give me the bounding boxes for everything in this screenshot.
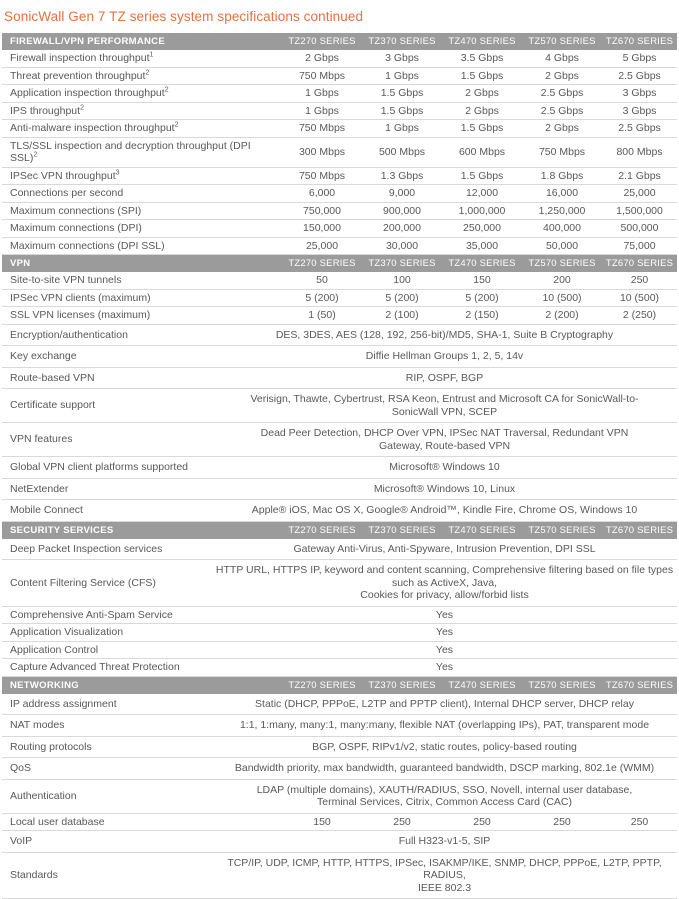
table-row: [2, 68, 677, 86]
table-row: [2, 389, 677, 423]
row-label-text: TLS/SSL inspection and decryption throughput (DPI SSL): [10, 140, 251, 165]
row-span-value: DES, 3DES, AES (128, 192, 256-bit)/MD5, SHA-1, Suite B Cryptography: [212, 325, 677, 346]
row-label-text: QoS: [10, 762, 31, 774]
column-header: TZ470 SERIES: [442, 680, 522, 691]
row-label: [2, 50, 282, 67]
row-span-value: Gateway Anti-Virus, Anti-Spyware, Intrusion Prevention, DPI SSL: [212, 539, 677, 560]
row-label: [2, 185, 282, 202]
row-label-text: Key exchange: [10, 350, 77, 362]
footnote-marker: 2: [80, 104, 84, 111]
table-row: [2, 659, 677, 677]
row-value: 2 (200): [522, 309, 602, 322]
table-row: [2, 238, 677, 256]
row-label: [2, 168, 282, 185]
row-label-text: Capture Advanced Threat Protection: [10, 661, 180, 673]
row-label-text: IPSec VPN throughput: [10, 170, 116, 182]
row-value: 300 Mbps: [282, 146, 362, 159]
section-title: NETWORKING: [2, 680, 282, 691]
row-label: [2, 624, 212, 641]
row-value: 2.1 Gbps: [602, 170, 677, 183]
row-label-text: Firewall inspection throughput: [10, 52, 150, 64]
row-value: 2 Gbps: [522, 70, 602, 83]
row-label-text: Mobile Connect: [10, 504, 83, 516]
table-row: [2, 539, 677, 561]
row-label-text: Local user database: [10, 816, 105, 828]
table-row: [2, 560, 677, 607]
row-label-text: Routing protocols: [10, 741, 92, 753]
row-value: 150: [442, 274, 522, 287]
column-header: TZ370 SERIES: [362, 680, 442, 691]
table-row: [2, 50, 677, 68]
column-header: TZ270 SERIES: [282, 680, 362, 691]
section-title: SECURITY SERVICES: [2, 525, 282, 536]
row-span-value: 1:1, 1:many, many:1, many:many, flexible NAT (overlapping IPs), PAT, transparent mode: [212, 715, 677, 736]
row-label: [2, 85, 282, 102]
table-row: [2, 758, 677, 780]
row-span-value: Dead Peer Detection, DHCP Over VPN, IPSec NAT Traversal, Redundant VPN Gateway, Route-based VPN: [212, 423, 677, 456]
row-value: 800 Mbps: [602, 146, 677, 159]
footnote-marker: 2: [33, 152, 37, 159]
table-row: [2, 831, 677, 853]
row-label: [2, 760, 212, 777]
row-value: 500 Mbps: [362, 146, 442, 159]
row-value: 2.5 Gbps: [522, 87, 602, 100]
column-header: TZ370 SERIES: [362, 36, 442, 47]
table-row: [2, 120, 677, 138]
row-value: 25,000: [602, 187, 677, 200]
row-label: [2, 203, 282, 220]
table-row: [2, 737, 677, 759]
row-span-value: Static (DHCP, PPPoE, L2TP and PPTP client), Internal DHCP server, DHCP relay: [212, 694, 677, 715]
row-label: [2, 717, 212, 734]
row-label-text: Comprehensive Anti-Spam Service: [10, 609, 173, 621]
row-value: 3.5 Gbps: [442, 52, 522, 65]
row-span-value: Yes: [212, 660, 677, 675]
row-label-text: NetExtender: [10, 483, 68, 495]
row-label: [2, 397, 212, 414]
row-label: [2, 120, 282, 137]
row-label: [2, 481, 212, 498]
table-row: [2, 290, 677, 308]
row-value: 5 (200): [362, 292, 442, 305]
row-value: 100: [362, 274, 442, 287]
row-value: 1,250,000: [522, 205, 602, 218]
row-value: 1.5 Gbps: [442, 122, 522, 135]
row-value: 1,500,000: [602, 205, 677, 218]
row-value: 3 Gbps: [602, 87, 677, 100]
section-header: [2, 33, 677, 50]
row-label: [2, 459, 212, 476]
row-value: 12,000: [442, 187, 522, 200]
row-value: 1.5 Gbps: [442, 70, 522, 83]
row-label-text: VoIP: [10, 835, 32, 847]
row-label: [2, 348, 212, 365]
column-header: TZ670 SERIES: [602, 525, 677, 536]
row-value: 1 Gbps: [282, 105, 362, 118]
row-label-text: SSL VPN licenses (maximum): [10, 309, 150, 321]
row-value: 1 Gbps: [282, 87, 362, 100]
row-label-text: Application Visualization: [10, 626, 123, 638]
row-label: [2, 138, 282, 167]
column-header: TZ570 SERIES: [522, 258, 602, 269]
row-value: 50,000: [522, 240, 602, 253]
row-span-value: RIP, OSPF, BGP: [212, 368, 677, 389]
table-row: [2, 203, 677, 221]
row-span-value: Microsoft® Windows 10: [212, 457, 677, 478]
table-row: [2, 346, 677, 368]
row-label-text: Application Control: [10, 644, 98, 656]
row-label-text: Global VPN client platforms supported: [10, 461, 188, 473]
row-label: [2, 68, 282, 85]
row-value: 1,000,000: [442, 205, 522, 218]
row-label: [2, 238, 282, 255]
row-span-value: Yes: [212, 608, 677, 623]
table-row: [2, 185, 677, 203]
row-value: 6,000: [282, 187, 362, 200]
row-value: 9,000: [362, 187, 442, 200]
table-row: [2, 479, 677, 501]
row-value: 1 Gbps: [362, 70, 442, 83]
row-value: 200,000: [362, 222, 442, 235]
table-row: [2, 853, 677, 899]
column-header: TZ370 SERIES: [362, 258, 442, 269]
row-value: 5 (200): [442, 292, 522, 305]
row-label: [2, 642, 212, 659]
row-label-text: IP address assignment: [10, 698, 117, 710]
table-row: [2, 715, 677, 737]
table-row: [2, 500, 677, 522]
row-label: [2, 788, 212, 805]
table-row: [2, 457, 677, 479]
row-value: 10 (500): [522, 292, 602, 305]
row-value: 1.5 Gbps: [362, 87, 442, 100]
row-value: 1 (50): [282, 309, 362, 322]
row-value: 150,000: [282, 222, 362, 235]
row-value: 250: [522, 816, 602, 829]
table-row: [2, 103, 677, 121]
table-row: [2, 272, 677, 290]
column-header: TZ270 SERIES: [282, 36, 362, 47]
row-label: [2, 814, 282, 831]
footnote-marker: 2: [165, 87, 169, 94]
table-row: [2, 780, 677, 814]
column-header: TZ470 SERIES: [442, 525, 522, 536]
column-header: TZ570 SERIES: [522, 36, 602, 47]
row-span-value: HTTP URL, HTTPS IP, keyword and content scanning, Comprehensive filtering based on file types such as ActiveX, Java, Cookies for privacy, allow/forbid lists: [212, 560, 677, 606]
table-row: [2, 85, 677, 103]
row-label-text: Deep Packet Inspection services: [10, 543, 162, 555]
row-label-text: Threat prevention throughput: [10, 70, 145, 82]
row-span-value: Full H323-v1-5, SIP: [212, 831, 677, 852]
row-value: 500,000: [602, 222, 677, 235]
row-label: [2, 575, 212, 592]
row-value: 1.3 Gbps: [362, 170, 442, 183]
row-value: 1 Gbps: [362, 122, 442, 135]
row-value: 250: [602, 274, 677, 287]
row-value: 3 Gbps: [602, 105, 677, 118]
row-value: 1.5 Gbps: [442, 170, 522, 183]
row-value: 5 Gbps: [602, 52, 677, 65]
row-value: 4 Gbps: [522, 52, 602, 65]
row-value: 250,000: [442, 222, 522, 235]
row-value: 2.5 Gbps: [602, 70, 677, 83]
row-value: 2.5 Gbps: [602, 122, 677, 135]
section-header: [2, 522, 677, 539]
row-value: 75,000: [602, 240, 677, 253]
table-row: [2, 642, 677, 660]
row-value: 900,000: [362, 205, 442, 218]
row-label-text: IPSec VPN clients (maximum): [10, 292, 151, 304]
row-value: 2 (100): [362, 309, 442, 322]
section-title: FIREWALL/VPN PERFORMANCE: [2, 36, 282, 47]
row-span-value: TCP/IP, UDP, ICMP, HTTP, HTTPS, IPSec, ISAKMP/IKE, SNMP, DHCP, PPPoE, L2TP, PPTP, RADIUS, IEEE 802.3: [212, 853, 677, 899]
row-value: 5 (200): [282, 292, 362, 305]
row-label: [2, 327, 212, 344]
row-label-text: Maximum connections (DPI): [10, 222, 142, 234]
row-label-text: Route-based VPN: [10, 372, 95, 384]
row-label: [2, 867, 212, 884]
row-value: 250: [602, 816, 677, 829]
row-value: 750 Mbps: [282, 122, 362, 135]
row-value: 3 Gbps: [362, 52, 442, 65]
row-span-value: Apple® iOS, Mac OS X, Google® Android™, Kindle Fire, Chrome OS, Windows 10: [212, 500, 677, 521]
row-span-value: BGP, OSPF, RIPv1/v2, static routes, policy-based routing: [212, 737, 677, 758]
section-header: [2, 677, 677, 694]
row-value: 2 Gbps: [442, 87, 522, 100]
row-value: 16,000: [522, 187, 602, 200]
row-value: 35,000: [442, 240, 522, 253]
column-header: TZ270 SERIES: [282, 258, 362, 269]
table-row: [2, 607, 677, 625]
column-header: TZ670 SERIES: [602, 258, 677, 269]
row-label-text: Maximum connections (DPI SSL): [10, 240, 165, 252]
section-header: [2, 255, 677, 272]
row-value: 250: [362, 816, 442, 829]
row-span-value: Verisign, Thawte, Cybertrust, RSA Keon, Entrust and Microsoft CA for SonicWall-to- SonicWall VPN, SCEP: [212, 389, 677, 422]
row-label-text: Certificate support: [10, 399, 95, 411]
column-header: TZ470 SERIES: [442, 36, 522, 47]
row-span-value: Yes: [212, 643, 677, 658]
row-label-text: Content Filtering Service (CFS): [10, 577, 156, 589]
row-label: [2, 431, 212, 448]
row-label-text: Connections per second: [10, 187, 123, 199]
row-label-text: VPN features: [10, 433, 72, 445]
row-label: [2, 220, 282, 237]
row-label-text: Maximum connections (SPI): [10, 205, 141, 217]
row-value: 2 (250): [602, 309, 677, 322]
row-span-value: Yes: [212, 625, 677, 640]
column-header: TZ470 SERIES: [442, 258, 522, 269]
row-value: 10 (500): [602, 292, 677, 305]
column-header: TZ570 SERIES: [522, 680, 602, 691]
column-header: TZ570 SERIES: [522, 525, 602, 536]
row-value: 30,000: [362, 240, 442, 253]
footnote-marker: 1: [150, 52, 154, 59]
row-label: [2, 541, 212, 558]
row-label: [2, 659, 212, 676]
row-value: 2 Gbps: [282, 52, 362, 65]
column-header: TZ270 SERIES: [282, 525, 362, 536]
row-value: 50: [282, 274, 362, 287]
row-span-value: Bandwidth priority, max bandwidth, guaranteed bandwidth, DSCP marking, 802.1e (WMM): [212, 758, 677, 779]
row-value: 2 Gbps: [442, 105, 522, 118]
table-row: [2, 423, 677, 457]
column-header: TZ670 SERIES: [602, 680, 677, 691]
table-row: [2, 624, 677, 642]
table-row: [2, 814, 677, 832]
row-label-text: Application inspection throughput: [10, 87, 165, 99]
row-value: 150: [282, 816, 362, 829]
table-row: [2, 325, 677, 347]
row-value: 1.5 Gbps: [362, 105, 442, 118]
table-row: [2, 138, 677, 168]
table-row: [2, 694, 677, 716]
footnote-marker: 2: [145, 69, 149, 76]
row-label: [2, 307, 282, 324]
row-value: 2.5 Gbps: [522, 105, 602, 118]
row-value: 400,000: [522, 222, 602, 235]
table-row: [2, 368, 677, 390]
page-title: SonicWall Gen 7 TZ series system specifications continued: [4, 9, 675, 24]
row-value: 200: [522, 274, 602, 287]
column-header: TZ370 SERIES: [362, 525, 442, 536]
row-span-value: Microsoft® Windows 10, Linux: [212, 479, 677, 500]
row-value: 750 Mbps: [522, 146, 602, 159]
row-label: [2, 607, 212, 624]
row-label: [2, 272, 282, 289]
table-row: [2, 168, 677, 186]
table-row: [2, 307, 677, 325]
column-header: TZ670 SERIES: [602, 36, 677, 47]
row-label: [2, 739, 212, 756]
row-label-text: NAT modes: [10, 719, 64, 731]
row-label: [2, 290, 282, 307]
row-value: 250: [442, 816, 522, 829]
row-label-text: Encryption/authentication: [10, 329, 128, 341]
row-label-text: Anti-malware inspection throughput: [10, 122, 175, 134]
row-label-text: IPS throughput: [10, 105, 80, 117]
row-value: 1.8 Gbps: [522, 170, 602, 183]
row-label: [2, 696, 212, 713]
row-value: 2 Gbps: [522, 122, 602, 135]
table-row: [2, 220, 677, 238]
row-label: [2, 103, 282, 120]
row-span-value: Diffie Hellman Groups 1, 2, 5, 14v: [212, 346, 677, 367]
row-label-text: Standards: [10, 869, 58, 881]
row-label: [2, 833, 212, 850]
row-label: [2, 370, 212, 387]
footnote-marker: 2: [175, 122, 179, 129]
row-label: [2, 502, 212, 519]
row-value: 750 Mbps: [282, 170, 362, 183]
row-label-text: Site-to-site VPN tunnels: [10, 274, 121, 286]
footnote-marker: 3: [116, 169, 120, 176]
row-value: 2 (150): [442, 309, 522, 322]
row-value: 750 Mbps: [282, 70, 362, 83]
row-value: 25,000: [282, 240, 362, 253]
section-title: VPN: [2, 258, 282, 269]
row-value: 750,000: [282, 205, 362, 218]
row-span-value: LDAP (multiple domains), XAUTH/RADIUS, SSO, Novell, internal user database, Terminal Services, Citrix, Common Access Card (CAC): [212, 780, 677, 813]
row-label-text: Authentication: [10, 790, 77, 802]
spec-table: [2, 33, 677, 899]
row-value: 600 Mbps: [442, 146, 522, 159]
